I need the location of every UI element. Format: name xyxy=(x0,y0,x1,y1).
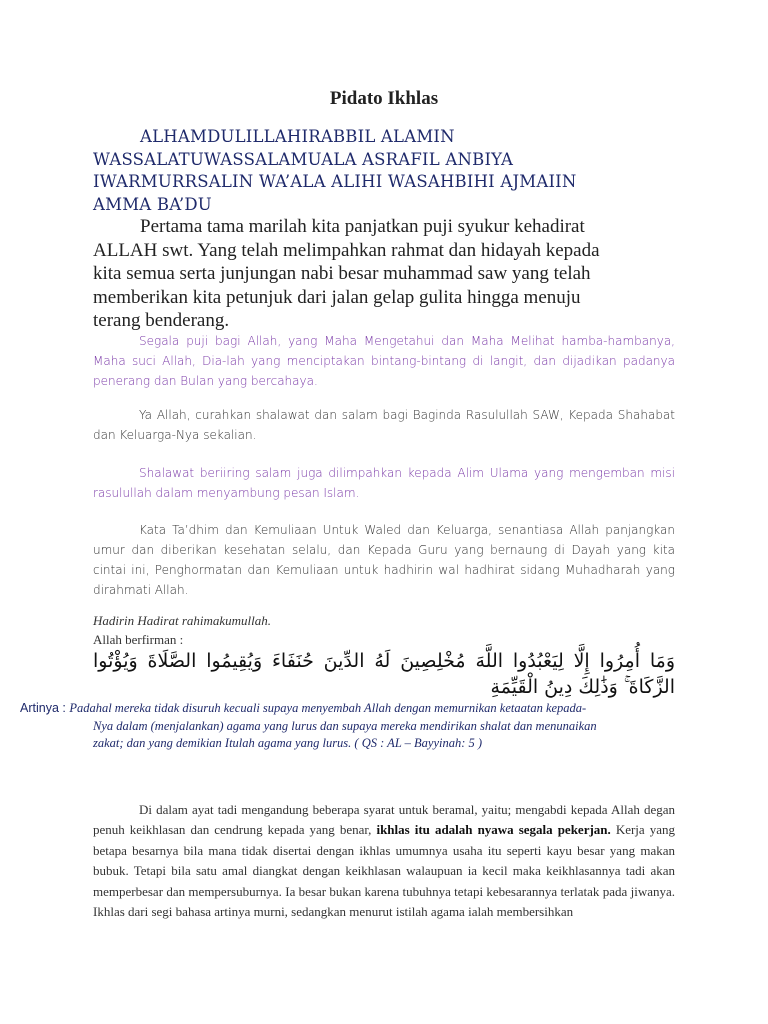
explanation-paragraph: Di dalam ayat tadi mengandung beberapa syarat untuk beramal, yaitu; mengabdi kepada Allah degan penuh keikhlasan dan cendrung kepada yang benar, ikhlas itu adalah nyawa segala pekerjan. Kerja yang betapa besarnya bila mana tidak disertai dengan ikhlas umumnya usaha itu seperti kayu besar yang makan bubuk. Tetapi bila satu amal diangkat dengan keikhlasan walaupuan ia kecil maka keikhlasannya tadi akan memperbesar dan mempersuburnya. Ia besar bukan karena tubuhnya tetapi kebesarannya terlatak pada jiwanya. Ikhlas dari segi bahasa artinya murni, sedangkan menurut istilah agama ialah membersihkan xyxy=(93,802,675,920)
paragraph-respect: Kata Ta’dhim dan Kemuliaan Untuk Waled dan Keluarga, senantiasa Allah panjangkan umur dan diberikan kesehatan selalu, dan Kepada Guru yang bernaung di Dayah yang kita cintai ini, Penghormatan dan Kemuliaan untuk hadhirin wal hadhirat sidang Muhadharah yang dirahmati Allah. xyxy=(93,523,675,597)
translation-line: Nya dalam (menjalankan) agama yang lurus dan supaya mereka mendirikan shalat dan menunaikan xyxy=(93,718,597,733)
intro-line: ALLAH swt. Yang telah melimpahkan rahmat dan hidayah kepada xyxy=(93,239,600,261)
page-title: Pidato Ikhlas xyxy=(329,88,439,109)
intro-line: Pertama tama marilah kita panjatkan puji syukur kehadirat xyxy=(140,216,585,237)
quran-verse-arabic: وَمَا أُمِرُوا إِلَّا لِيَعْبُدُوا اللَّهَ مُخْلِصِينَ لَهُ الدِّينَ حُنَفَاءَ وَيُقِيمُوا الصَّلَاةَ وَيُؤْتُوا الزَّكَاةَ ۚ وَذَٰلِكَ دِينُ الْقَيِّمَةِ xyxy=(93,650,675,698)
verse-translation: Artinya : Padahal mereka tidak disuruh kecuali supaya menyembah Allah dengan memurnikan ketaatan kepada- Nya dalam (menjalankan) agama yang lurus dan supaya mereka mendirikan shalat dan menunaikan zakat; dan yang demikian Itulah agama yang lurus. ( QS : AL – Bayyinah: 5 ) xyxy=(20,700,676,753)
opening-line: AMMA BA’DU xyxy=(93,194,212,214)
paragraph-ulama: Shalawat beriiring salam juga dilimpahkan kepada Alim Ulama yang mengemban misi rasulullah dalam menyambung pesan Islam. xyxy=(93,466,675,500)
opening-line: ALHAMDULILLAHIRABBIL ALAMIN xyxy=(140,127,455,146)
allah-berfirman-label: Allah berfirman : xyxy=(93,632,184,647)
intro-paragraph xyxy=(93,215,693,333)
intro-line: memberikan kita petunjuk dari jalan gelap gulita hingga menuju xyxy=(93,286,581,308)
intro-line: terang benderang. xyxy=(93,310,230,331)
hadirin-greeting: Hadirin Hadirat rahimakumullah. xyxy=(93,613,272,628)
translation-line: zakat; dan yang demikian Itulah agama yang lurus. ( QS : AL – Bayyinah: 5 ) xyxy=(93,736,483,750)
opening-greeting xyxy=(93,126,693,216)
emphasis-text: ikhlas itu adalah nyawa segala pekerjan. xyxy=(371,822,611,838)
translation-line: Padahal mereka tidak disuruh kecuali supaya menyembah Allah dengan memurnikan ketaatan kepada- xyxy=(69,701,587,715)
intro-line: kita semua serta junjungan nabi besar muhammad saw yang telah xyxy=(93,263,591,284)
paragraph-shalawat: Ya Allah, curahkan shalawat dan salam bagi Baginda Rasulullah SAW, Kepada Shahabat dan Keluarga-Nya sekalian. xyxy=(93,408,675,442)
paragraph-praise: Segala puji bagi Allah, yang Maha Mengetahui dan Maha Melihat hamba-hambanya, Maha suci Allah, Dia-lah yang menciptakan bintang-bintang di langit, dan dijadikan padanya penerang dan Bulan yang bercahaya. xyxy=(93,334,675,388)
artinya-label: Artinya xyxy=(20,701,59,715)
opening-line: WASSALATUWASSALAMUALA ASRAFIL ANBIYA xyxy=(93,149,514,169)
opening-line: IWARMURRSALIN WA’ALA ALIHI WASAHBIHI AJMAIIN xyxy=(93,172,577,191)
